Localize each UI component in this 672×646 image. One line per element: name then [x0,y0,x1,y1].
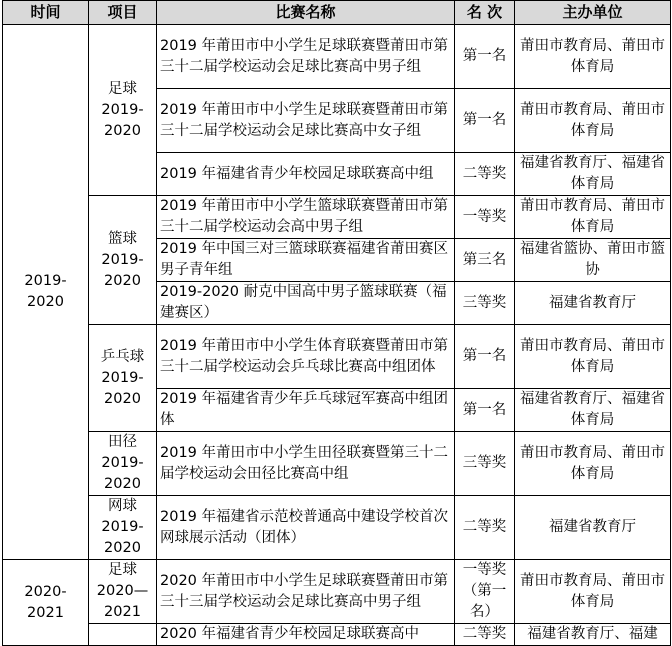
organizer-cell: 福建省教育厅、福建省体育局 [515,153,671,196]
item-cell: 网球 2019- 2020 [89,496,157,560]
organizer-cell: 福建省篮协、莆田市篮协 [515,239,671,282]
organizer-cell: 福建省教育厅 [515,282,671,325]
organizer-cell: 莆田市教育局、莆田市体育局 [515,196,671,239]
rank-cell: 三等奖 [455,432,515,496]
item-cell: 乒乓球 2019- 2020 [89,325,157,432]
organizer-cell: 福建省教育厅 [515,496,671,560]
item-cell: 足球 2020— 2021 [89,560,157,624]
header-org: 主办单位 [515,1,671,25]
organizer-cell: 莆田市教育局、莆田市体育局 [515,560,671,624]
item-cell: 足球 2019- 2020 [89,25,157,196]
competition-name: 2019 年福建省青少年乒乓球冠军赛高中组团体 [157,389,455,432]
rank-cell: 第三名 [455,239,515,282]
competition-name: 2019-2020 耐克中国高中男子篮球联赛（福建赛区） [157,282,455,325]
rank-cell: 第一名 [455,389,515,432]
table-row [3,196,671,239]
header-rank: 名 次 [455,1,515,25]
rank-cell: 二等奖 [455,624,515,646]
item-cell: 篮球 2019- 2020 [89,196,157,325]
competition-name: 2019 年福建省示范校普通高中建设学校首次网球展示活动（团体） [157,496,455,560]
period-cell: 2019-2020 [3,25,89,560]
competition-name: 2019 年莆田市中小学生足球联赛暨莆田市第三十二届学校运动会足球比赛高中女子组 [157,89,455,153]
rank-cell: 二等奖 [455,496,515,560]
period-cell: 2020-2021 [3,560,89,646]
header-row [3,1,671,25]
table-row [3,496,671,560]
rank-cell: 二等奖 [455,153,515,196]
item-cell: 田径 2019- 2020 [89,432,157,496]
competition-name: 2019 年莆田市中小学生篮球联赛暨莆田市第三十二届学校运动会高中男子组 [157,196,455,239]
rank-cell: 一等奖 [455,196,515,239]
table-row [3,325,671,389]
rank-cell: 一等奖（第一名） [455,560,515,624]
organizer-cell: 莆田市教育局、莆田市体育局 [515,89,671,153]
header-time: 时间 [3,1,89,25]
header-name: 比赛名称 [157,1,455,25]
competition-name: 2019 年莆田市中小学生田径联赛暨第三十二届学校运动会田径比赛高中组 [157,432,455,496]
competition-name: 2019 年中国三对三篮球联赛福建省莆田赛区男子青年组 [157,239,455,282]
awards-table [2,0,671,646]
competition-name: 2019 年福建省青少年校园足球联赛高中组 [157,153,455,196]
organizer-cell: 福建省教育厅、福建省体育局 [515,389,671,432]
organizer-cell: 莆田市教育局、莆田市体育局 [515,25,671,89]
competition-name: 2020 年福建省青少年校园足球联赛高中 [157,624,455,646]
item-cell-empty [89,624,157,646]
competition-name: 2019 年莆田市中小学生足球联赛暨莆田市第三十二届学校运动会足球比赛高中男子组 [157,25,455,89]
header-item: 项目 [89,1,157,25]
rank-cell: 第一名 [455,325,515,389]
organizer-cell: 莆田市教育局、莆田市体育局 [515,432,671,496]
organizer-cell: 福建省教育厅、福建 [515,624,671,646]
rank-cell: 第一名 [455,89,515,153]
rank-cell: 三等奖 [455,282,515,325]
table-row [3,560,671,624]
competition-name: 2019 年莆田市中小学生体育联赛暨莆田市第三十二届学校运动会乒乓球比赛高中组团体 [157,325,455,389]
table-row [3,432,671,496]
table-row [3,25,671,89]
rank-cell: 第一名 [455,25,515,89]
competition-name: 2020 年莆田市中小学生足球联赛暨莆田市第三十三届学校运动会足球比赛高中男子组 [157,560,455,624]
organizer-cell: 莆田市教育局、莆田市体育局 [515,325,671,389]
table-row [3,624,671,646]
